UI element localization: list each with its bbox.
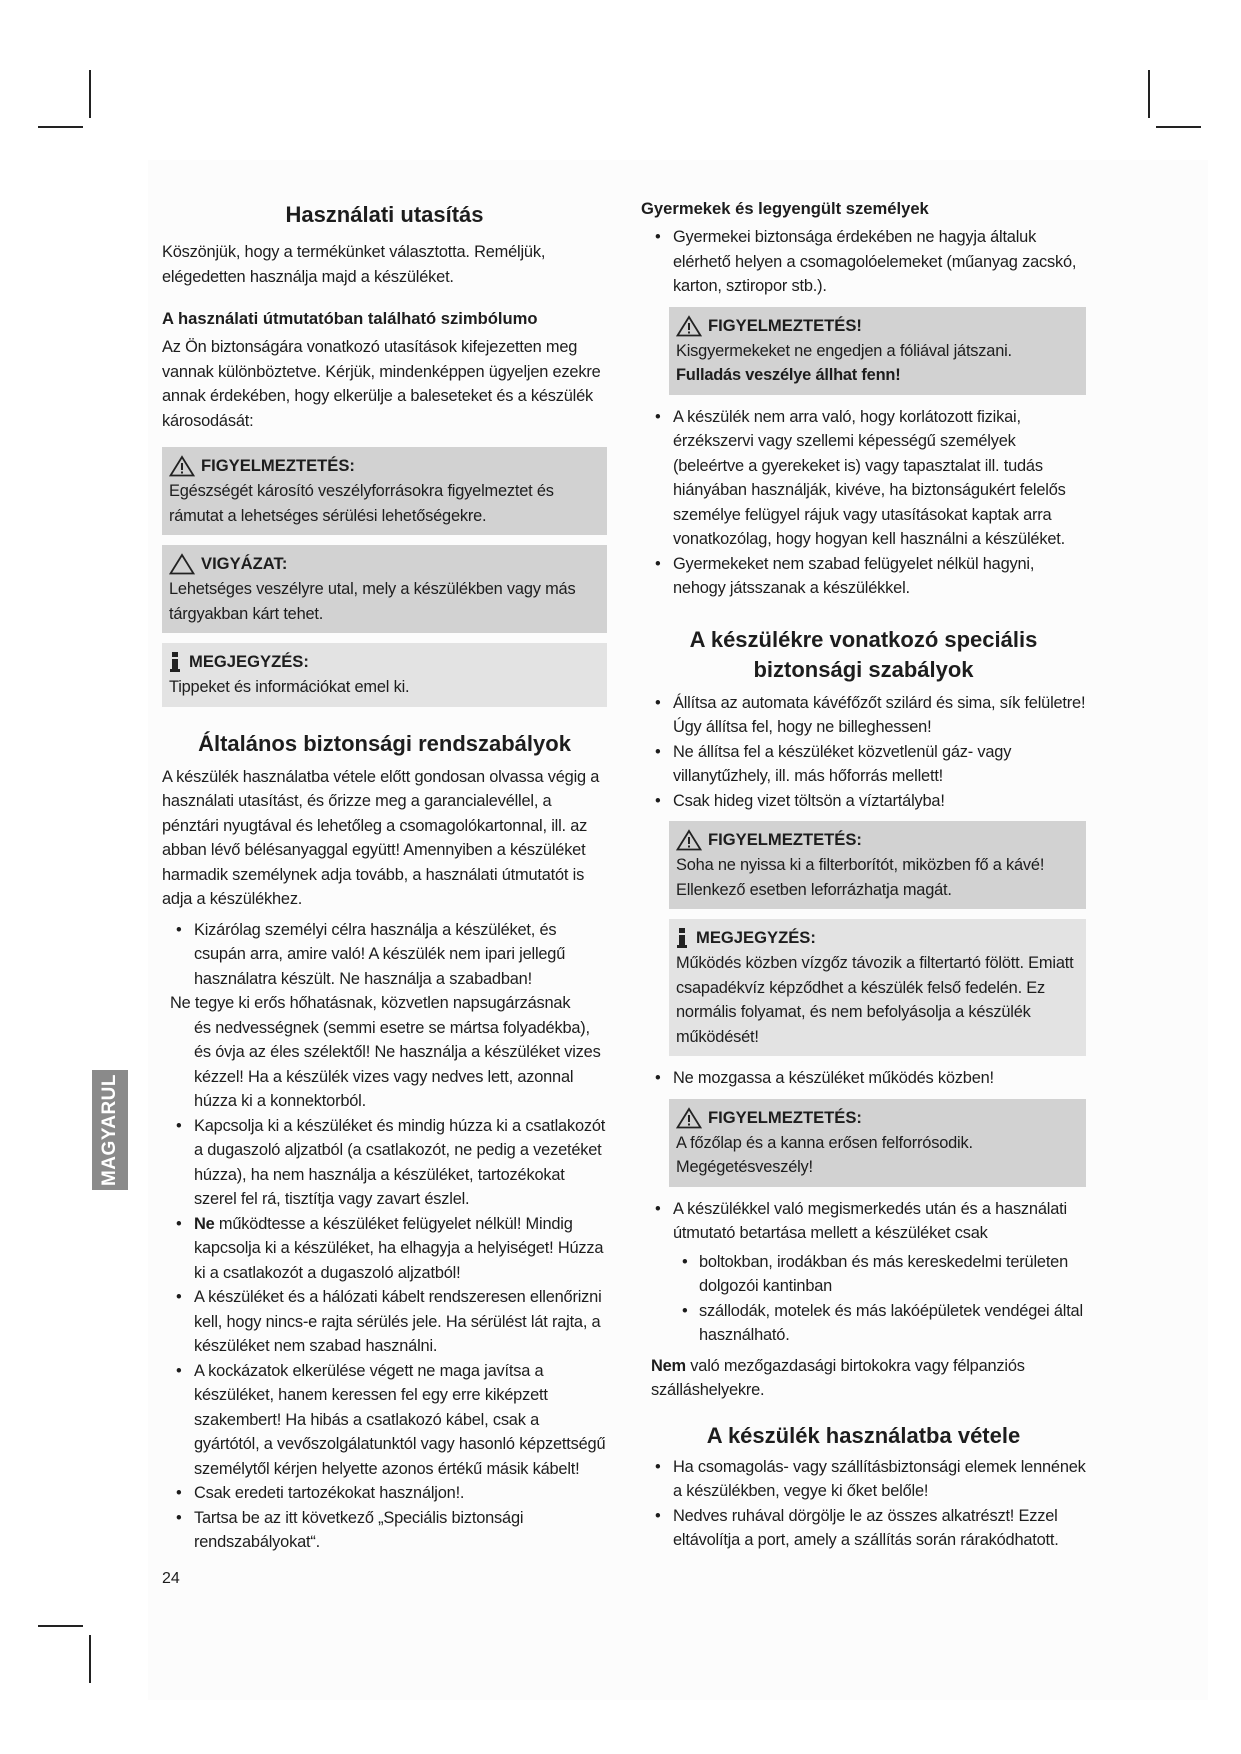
crop-mark [38,1625,83,1627]
bullet1-continuation-first: Ne tegye ki erős hőhatásnak, közvetlen napsugárzásnak [170,994,571,1012]
warning-box-text: Kisgyermekeket ne engedjen a fóliával játszani. [676,341,1012,360]
general-safety-list [162,918,607,992]
list-item: • Ne működtesse a készüléket felügyelet nélkül! Mindig kapcsolja ki a készüléket, ha elhagyja a helyiséget! Húzza ki a csatlakozót a dugaszoló aljzatból! [176,1214,604,1282]
usage-list [641,1455,1086,1553]
not-suitable-text: Nem való mezőgazdasági birtokokra vagy félpanziós szálláshelyekre. [651,1356,1025,1399]
warning-box-text: A főzőlap és a kanna erősen felforrósodik. Megégetésveszély! [676,1133,973,1176]
list-item: • szállodák, motelek és más lakóépületek vendégei által használható. [682,1301,1083,1344]
note-box-text: Tippeket és információkat emel ki. [169,678,410,696]
list-item: • Gyermekeket nem szabad felügyelet nélkül hagyni, nehogy játsszanak a készülékkel. [655,554,1035,597]
list-item: • Csak eredeti tartozékokat használjon!. [176,1484,465,1502]
page-number: 24 [162,1570,180,1587]
warning-triangle-icon [676,315,702,337]
right-column [641,197,1086,1553]
usage-title: A készülék használatba vétele [706,1422,1021,1448]
crop-mark [38,126,83,128]
list-item: • Kapcsolja ki a készüléket és mindig húzza ki a csatlakozót a dugaszoló aljzatból (a csatlakozót, ne pedig a vezetéket húzza), ha nem használja a készüléket, tartozékokat szerel fel rá, tisztítja vagy zavart észlel. [176,1116,606,1208]
list-item: • Gyermekei biztonsága érdekében ne hagyja általuk elérhető helyen a csomagolóelemeket (műanyag zacskó, karton, sztiropor stb.). [655,228,1077,295]
general-safety-text: A készülék használatba vétele előtt gondosan olvassa végig a használati utasítást, és őrizze meg a garancialevéllel, a pénztári nyugtával és lehetőleg a csomagolókartonnal, ill. az abban lévő bélésanyaggal együtt! Amennyiben a készüléket harmadik személynek adja tovább, a használati útmutatót is adja a készülékhez. [162,767,600,908]
warning-box-text: Soha ne nyissa ki a filterborítót, miközben fő a kávé! Ellenkező esetben leforrázhatja magát. [676,856,1045,899]
special-safety-list [641,691,1086,814]
list-item: • Nedves ruhával dörgölje le az összes alkatrészt! Ezzel eltávolítja a port, amely a szállítás során rárakódhatott. [655,1506,1059,1549]
children-heading: Gyermekek és legyengült személyek [641,199,929,218]
warning-box-title: FIGYELMEZTETÉS: [201,456,355,475]
children-list [641,225,1086,299]
note-box [162,643,607,707]
crop-mark [89,1635,91,1683]
warning-box-lid [669,821,1086,909]
info-icon [676,927,690,949]
warning-triangle-icon [676,1107,702,1129]
warning-box-children [669,307,1086,395]
usage-location-list [641,1250,1086,1348]
warning-box-hot [669,1099,1086,1187]
list-item: • A készülékkel való megismerkedés után és a használati útmutató betartása mellett a készüléket csak [655,1199,1067,1242]
caution-box-text: Lehetséges veszélyre utal, mely a készülékben vagy más tárgyakban kárt tehet. [169,580,576,623]
symbols-heading: A használati útmutatóban található szimbólumo [162,309,538,328]
special-safety-list-2 [641,1066,1086,1091]
note-box-steam [669,919,1086,1056]
info-icon [169,651,183,673]
list-item: • A kockázatok elkerülése végett ne maga javítsa a készüléket, hanem keressen fel egy erre kiképzett szakembert! Ha hibás a csatlakozó kábel, csak a gyártótól, a vevőszolgálatunktól vagy hasonló képzettségű személytől kérjen helyette azonos értékű másik kábelt! [176,1361,606,1478]
caution-triangle-icon [169,553,195,575]
list-item: • Kizárólag személyi célra használja a készüléket, és csupán arra, amire való! A készülék nem ipari jellegű használatra készült. Ne használja a szabadban! [176,920,566,988]
children-list-2 [641,405,1086,601]
list-item: • Ne állítsa fel a készüléket közvetlenül gáz- vagy villanytűzhely, ill. más hőforrás mellett! [655,742,1012,785]
special-safety-list-3 [641,1197,1086,1246]
caution-box-title: VIGYÁZAT: [201,554,288,573]
list-item: • boltokban, irodákban és más kereskedelmi területen dolgozói kantinban [682,1252,1069,1295]
general-safety-list-2 [162,1114,607,1555]
intro-text: Köszönjük, hogy a termékünket választotta. Reméljük, elégedetten használja majd a készüléket. [162,243,546,286]
warning-box-title: FIGYELMEZTETÉS: [708,1107,862,1127]
caution-box [162,545,607,633]
general-safety-title: Általános biztonsági rendszabályok [198,730,571,756]
note-box-title: MEGJEGYZÉS: [696,928,816,947]
warning-box-title: FIGYELMEZTETÉS: [708,830,862,849]
warning-box-text-bold: Fulladás veszélye állhat fenn! [676,366,901,384]
list-item: • Ha csomagolás- vagy szállításbiztonsági elemek lennének a készülékben, vegye ki őket belőle! [655,1457,1086,1500]
list-item: • Ne mozgassa a készüléket működés közben! [655,1069,994,1087]
list-item: • Csak hideg vizet töltsön a víztartályba! [655,791,945,810]
list-item: • A készülék nem arra való, hogy korlátozott fizikai, érzékszervi vagy szellemi képességű személyek (beleértve a gyerekeket is) vagy tapasztalat ill. tudás hiányában használják, kivéve, ha biztonságukért felelős személye felügyel rájuk vagy utasításokat kaptak arra vonatkozólag, hogy hogyan kell használni a készüléket. [655,407,1066,548]
warning-box-title: FIGYELMEZTETÉS! [708,315,862,335]
page-title: Használati utasítás [285,202,484,227]
special-safety-title: A készülékre vonatkozó speciális biztonsági szabályok [689,626,1038,682]
warning-triangle-icon [169,455,195,477]
crop-mark [1148,70,1150,118]
language-tab [92,1070,128,1190]
crop-mark [89,70,91,118]
warning-triangle-icon [676,829,702,851]
warning-box-text: Egészségét károsító veszélyforrásokra figyelmeztet és rámutat a lehetséges sérülési lehetőségekre. [169,482,554,525]
note-box-title: MEGJEGYZÉS: [189,652,309,671]
list-item: • A készüléket és a hálózati kábelt rendszeresen ellenőrizni kell, hogy nincs-e rajta sérülés jele. Ha sérülést lát rajta, a készüléket nem szabad használni. [176,1288,602,1355]
left-column [162,200,607,1555]
note-box-text: Működés közben vízgőz távozik a filtertartó fölött. Emiatt csapadékvíz képződhet a készülék felső fedelén. Ez normális folyamat, és nem befolyásolja a készülék működését! [676,954,1074,1046]
crop-mark [1156,126,1201,128]
language-tab-label: MAGYARUL [99,1073,120,1187]
symbols-text: Az Ön biztonságára vonatkozó utasítások kifejezetten meg vannak különböztetve. Kérjük, mindenképpen ügyeljen ezekre annak érdekében, hogy elkerülje a baleseteket és a készülék károsodását: [162,338,601,430]
bullet1-continuation: és nedvességnek (semmi esetre se mártsa folyadékba), és óvja az éles szélektől! Ne használja a készüléket vizes kézzel! Ha a készülék vizes vagy nedves lett, azonnal húzza ki a konnektorból. [194,1018,601,1110]
list-item: • Állítsa az automata kávéfőzőt szilárd és sima, sík felületre! Úgy állítsa fel, hogy ne billeghessen! [655,693,1086,736]
list-item: • Tartsa be az itt következő „Speciális biztonsági rendszabályokat“. [176,1508,524,1551]
warning-box [162,447,607,535]
